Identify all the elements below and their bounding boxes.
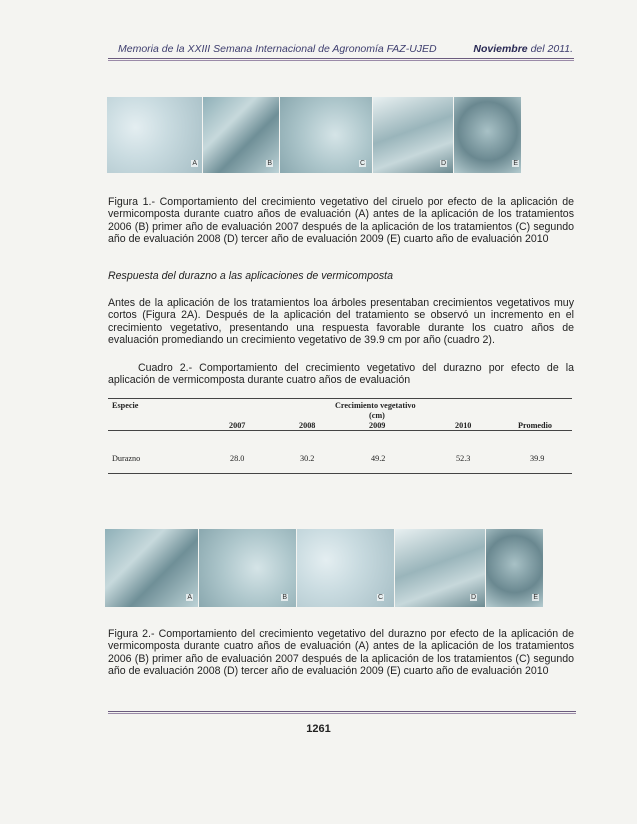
table-group-header: Crecimiento vegetativo: [335, 401, 416, 410]
table-col-2007: 2007: [229, 421, 246, 430]
table-top-rule: [108, 398, 572, 399]
photo-label: A: [187, 594, 192, 601]
table-cell: 30.2: [300, 454, 315, 463]
figure-2-photos: [105, 529, 543, 607]
table-row-especie: Durazno: [112, 454, 141, 463]
table-cell: 39.9: [530, 454, 545, 463]
table-group-unit: (cm): [369, 411, 385, 420]
footer-rule: [108, 711, 576, 714]
figure-2-photo-a: [105, 529, 198, 607]
figure-1-caption: Figura 1.- Comportamiento del crecimiento vegetativo del ciruelo por efecto de la aplicación de vermicomposta durante cuatro años de evaluación (A) antes de la aplicación de los tratamientos 2006 (B) primer año de evaluación 2007 después de la aplicación de los tratamientos (C) segundo año de evaluación 2008 (D) tercer año de evaluación 2009 (E) cuarto año de evaluación 2010: [108, 196, 574, 246]
table-header-especie: Especie: [112, 401, 139, 410]
header-rule: [108, 58, 574, 61]
table-col-2008: 2008: [299, 421, 316, 430]
table-cell: 52.3: [456, 454, 471, 463]
running-header: [118, 43, 573, 55]
header-year: del 2011.: [527, 43, 573, 55]
photo-label: C: [377, 594, 383, 601]
table-cell: 49.2: [371, 454, 386, 463]
header-date: [473, 43, 573, 55]
photo-label: A: [192, 160, 197, 167]
photo-label: E: [513, 160, 518, 167]
figure-2-photo-c: [297, 529, 394, 607]
page-number: 1261: [306, 723, 331, 735]
figure-1-photo-d: [373, 97, 453, 173]
photo-label: D: [470, 594, 476, 601]
photo-label: B: [282, 594, 287, 601]
section-heading: Respuesta del durazno a las aplicaciones de vermicomposta: [108, 270, 394, 282]
photo-label: C: [359, 160, 365, 167]
photo-label: E: [533, 594, 538, 601]
figure-1-photo-c: [280, 97, 372, 173]
figure-1-photos: [107, 97, 521, 173]
figure-1-photo-a: [107, 97, 202, 173]
figure-2-photo-b: [199, 529, 296, 607]
body-paragraph: Antes de la aplicación de los tratamientos loa árboles presentaban crecimientos vegetativos muy cortos (Figura 2A). Después de la aplicación del tratamiento se observó un incremento en el crecimiento vegetativo, presentando una respuesta favorable durante los cuatro años de evaluación promediando un crecimiento vegetativo de 39.9 cm por año (cuadro 2).: [108, 297, 574, 347]
figure-1-photo-b: [203, 97, 279, 173]
table-col-2010: 2010: [455, 421, 472, 430]
table-cell: 28.0: [230, 454, 245, 463]
header-month: Noviembre: [473, 43, 528, 55]
table-col-2009: 2009: [369, 421, 386, 430]
table-col-promedio: Promedio: [518, 421, 552, 430]
figure-2-caption: Figura 2.- Comportamiento del crecimiento vegetativo del durazno por efecto de la aplicación de vermicomposta durante cuatro años de evaluación (A) antes de la aplicación de los tratamientos 2006 (B) primer año de evaluación 2007 después de la aplicación de los tratamientos (C) segundo año de evaluación 2008 (D) tercer año de evaluación 2009 (E) cuarto año de evaluación 2010: [108, 628, 574, 678]
photo-label: D: [440, 160, 446, 167]
table-header-rule: [108, 430, 572, 431]
photo-label: B: [267, 160, 272, 167]
table-bottom-rule: [108, 473, 572, 474]
figure-2-photo-d: [395, 529, 485, 607]
figure-2-photo-e: [486, 529, 543, 607]
header-title: Memoria de la XXIII Semana Internacional de Agronomía FAZ-UJED: [118, 43, 437, 55]
figure-1-photo-e: [454, 97, 521, 173]
table-caption: Cuadro 2.- Comportamiento del crecimiento vegetativo del durazno por efecto de la aplicación de vermicomposta durante cuatro años de evaluación: [108, 362, 574, 387]
